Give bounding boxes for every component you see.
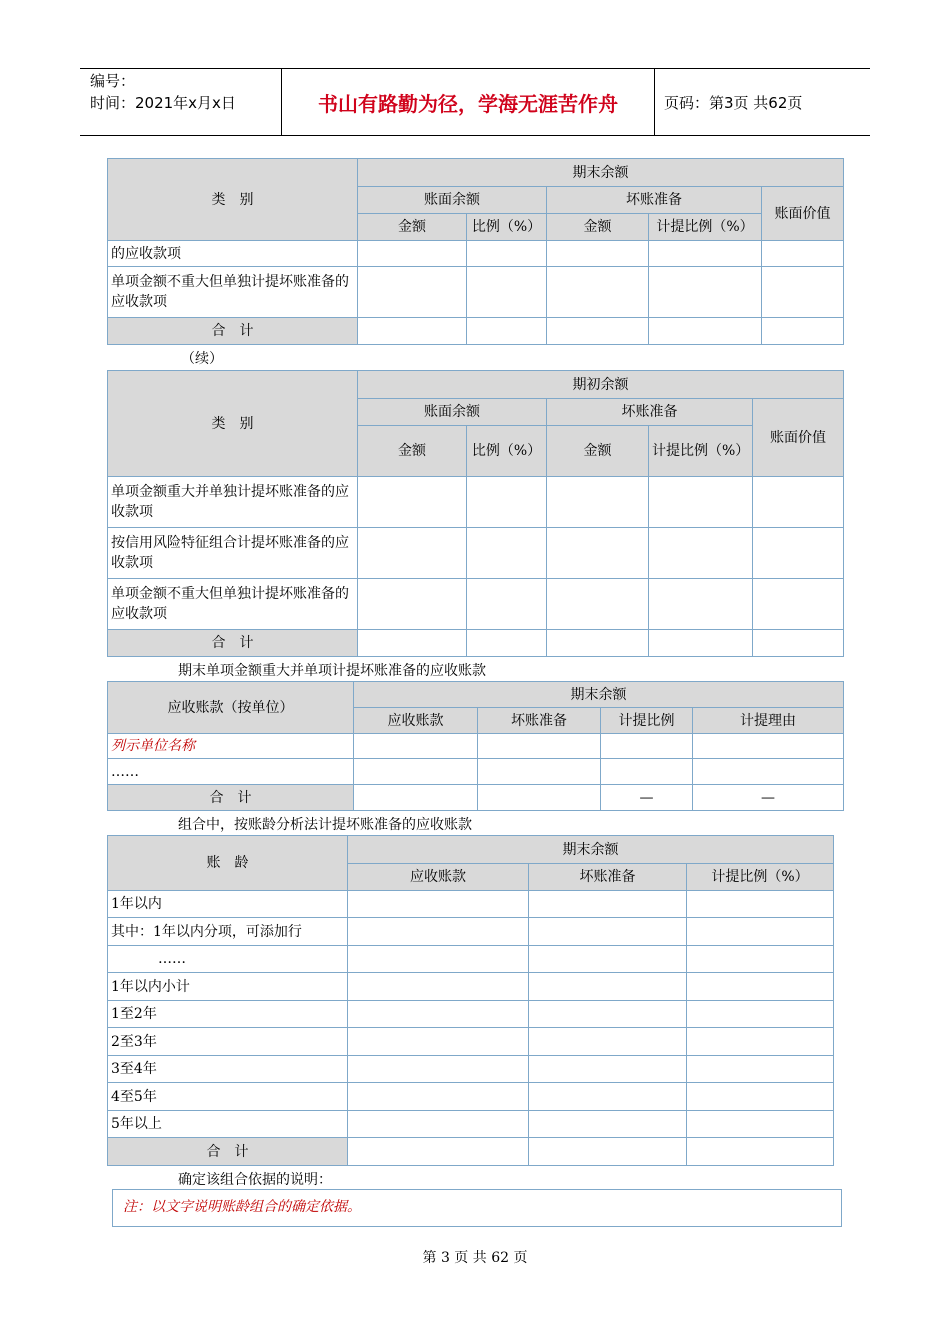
table-aging-receivables	[107, 835, 834, 1166]
page-label: 页码：第3页 共62页	[664, 94, 803, 112]
amount-header: 金额	[358, 426, 467, 477]
provision-ratio-header: 计提比例（%）	[687, 864, 834, 891]
total-row	[108, 630, 844, 657]
dash-cell: —	[693, 785, 844, 811]
amount-header: 金额	[547, 426, 649, 477]
row-label: 列示单位名称	[108, 734, 354, 759]
receivable-header: 应收账款	[354, 708, 478, 734]
aging-header: 账 龄	[108, 836, 348, 891]
table-row	[108, 477, 844, 528]
table-row	[108, 1001, 834, 1028]
header-bottom-rule	[80, 135, 870, 136]
row-label: 单项金额不重大但单独计提坏账准备的应收款项	[108, 267, 358, 318]
row-label: 1年以内小计	[108, 973, 348, 1001]
table-row	[108, 1028, 834, 1056]
book-value-header: 账面价值	[762, 187, 844, 241]
header-top-rule	[80, 68, 870, 69]
group-header: 期末余额	[348, 836, 834, 864]
provision-ratio-header: 计提比例（%）	[649, 426, 753, 477]
total-label: 合 计	[108, 1138, 348, 1166]
category-header: 类 别	[108, 371, 358, 477]
table-row	[108, 528, 844, 579]
provision-reason-header: 计提理由	[693, 708, 844, 734]
receivable-header: 应收账款	[348, 864, 529, 891]
caption-aging-receivables: 组合中，按账龄分析法计提坏账准备的应收账款	[178, 817, 472, 833]
table-row	[108, 579, 844, 630]
total-row	[108, 1138, 834, 1166]
caption-significant-receivables: 期末单项金额重大并单项计提坏账准备的应收账款	[178, 663, 486, 679]
table-significant-receivables	[107, 681, 844, 811]
table-row	[108, 1056, 834, 1083]
table-row	[108, 241, 844, 267]
group-header: 期末余额	[358, 159, 844, 187]
row-label: ……	[108, 946, 348, 973]
provision-ratio-header: 计提比例（%）	[649, 214, 762, 241]
caption-basis-note: 确定该组合依据的说明：	[178, 1172, 332, 1188]
ratio-header: 比例（%）	[467, 426, 547, 477]
row-label: 1年以内	[108, 891, 348, 918]
table-row	[108, 1111, 834, 1138]
table-row	[108, 759, 844, 785]
table-row	[108, 973, 834, 1001]
category-header: 应收账款（按单位）	[108, 682, 354, 734]
category-header: 类 别	[108, 159, 358, 241]
table-opening-balance	[107, 370, 844, 657]
bad-debt-header: 坏账准备	[547, 399, 753, 426]
row-label: ……	[108, 759, 354, 785]
row-label: 按信用风险特征组合计提坏账准备的应收款项	[108, 528, 358, 579]
motto: 书山有路勤为径，学海无涯苦作舟	[318, 92, 618, 116]
row-label: 单项金额不重大但单独计提坏账准备的应收款项	[108, 579, 358, 630]
total-row	[108, 785, 844, 811]
row-label: 3至4年	[108, 1056, 348, 1083]
row-label: 单项金额重大并单独计提坏账准备的应收款项	[108, 477, 358, 528]
provision-ratio-header: 计提比例	[601, 708, 693, 734]
ratio-header: 比例（%）	[467, 214, 547, 241]
group-header: 期初余额	[358, 371, 844, 399]
row-label: 5年以上	[108, 1111, 348, 1138]
row-label: 的应收款项	[108, 241, 358, 267]
bad-debt-header: 坏账准备	[529, 864, 687, 891]
amount-header: 金额	[358, 214, 467, 241]
row-label: 2至3年	[108, 1028, 348, 1056]
table-row	[108, 891, 834, 918]
header-left	[90, 70, 236, 114]
note-text: 注：以文字说明账龄组合的确定依据。	[123, 1199, 361, 1215]
total-label: 合 计	[108, 630, 358, 657]
group-header: 期末余额	[354, 682, 844, 708]
note-box	[112, 1189, 842, 1227]
total-label: 合 计	[108, 318, 358, 345]
table-row	[108, 734, 844, 759]
number-label: 编号：	[90, 72, 136, 90]
table-ending-balance	[107, 158, 844, 345]
time-label: 时间：2021年x月x日	[90, 94, 236, 112]
continued-label: （续）	[181, 351, 223, 367]
dash-cell: —	[601, 785, 693, 811]
row-label: 其中：1年以内分项，可添加行	[108, 918, 348, 946]
bad-debt-header: 坏账准备	[547, 187, 762, 214]
table-row	[108, 918, 834, 946]
bad-debt-header: 坏账准备	[478, 708, 601, 734]
table-row	[108, 267, 844, 318]
page-footer: 第 3 页 共 62 页	[422, 1250, 528, 1266]
total-row	[108, 318, 844, 345]
table-row	[108, 946, 834, 973]
amount-header: 金额	[547, 214, 649, 241]
row-label: 1至2年	[108, 1001, 348, 1028]
row-label: 4至5年	[108, 1083, 348, 1111]
header-divider	[654, 68, 655, 135]
total-label: 合 计	[108, 785, 354, 811]
table-row	[108, 1083, 834, 1111]
book-balance-header: 账面余额	[358, 187, 547, 214]
book-balance-header: 账面余额	[358, 399, 547, 426]
book-value-header: 账面价值	[753, 399, 844, 477]
